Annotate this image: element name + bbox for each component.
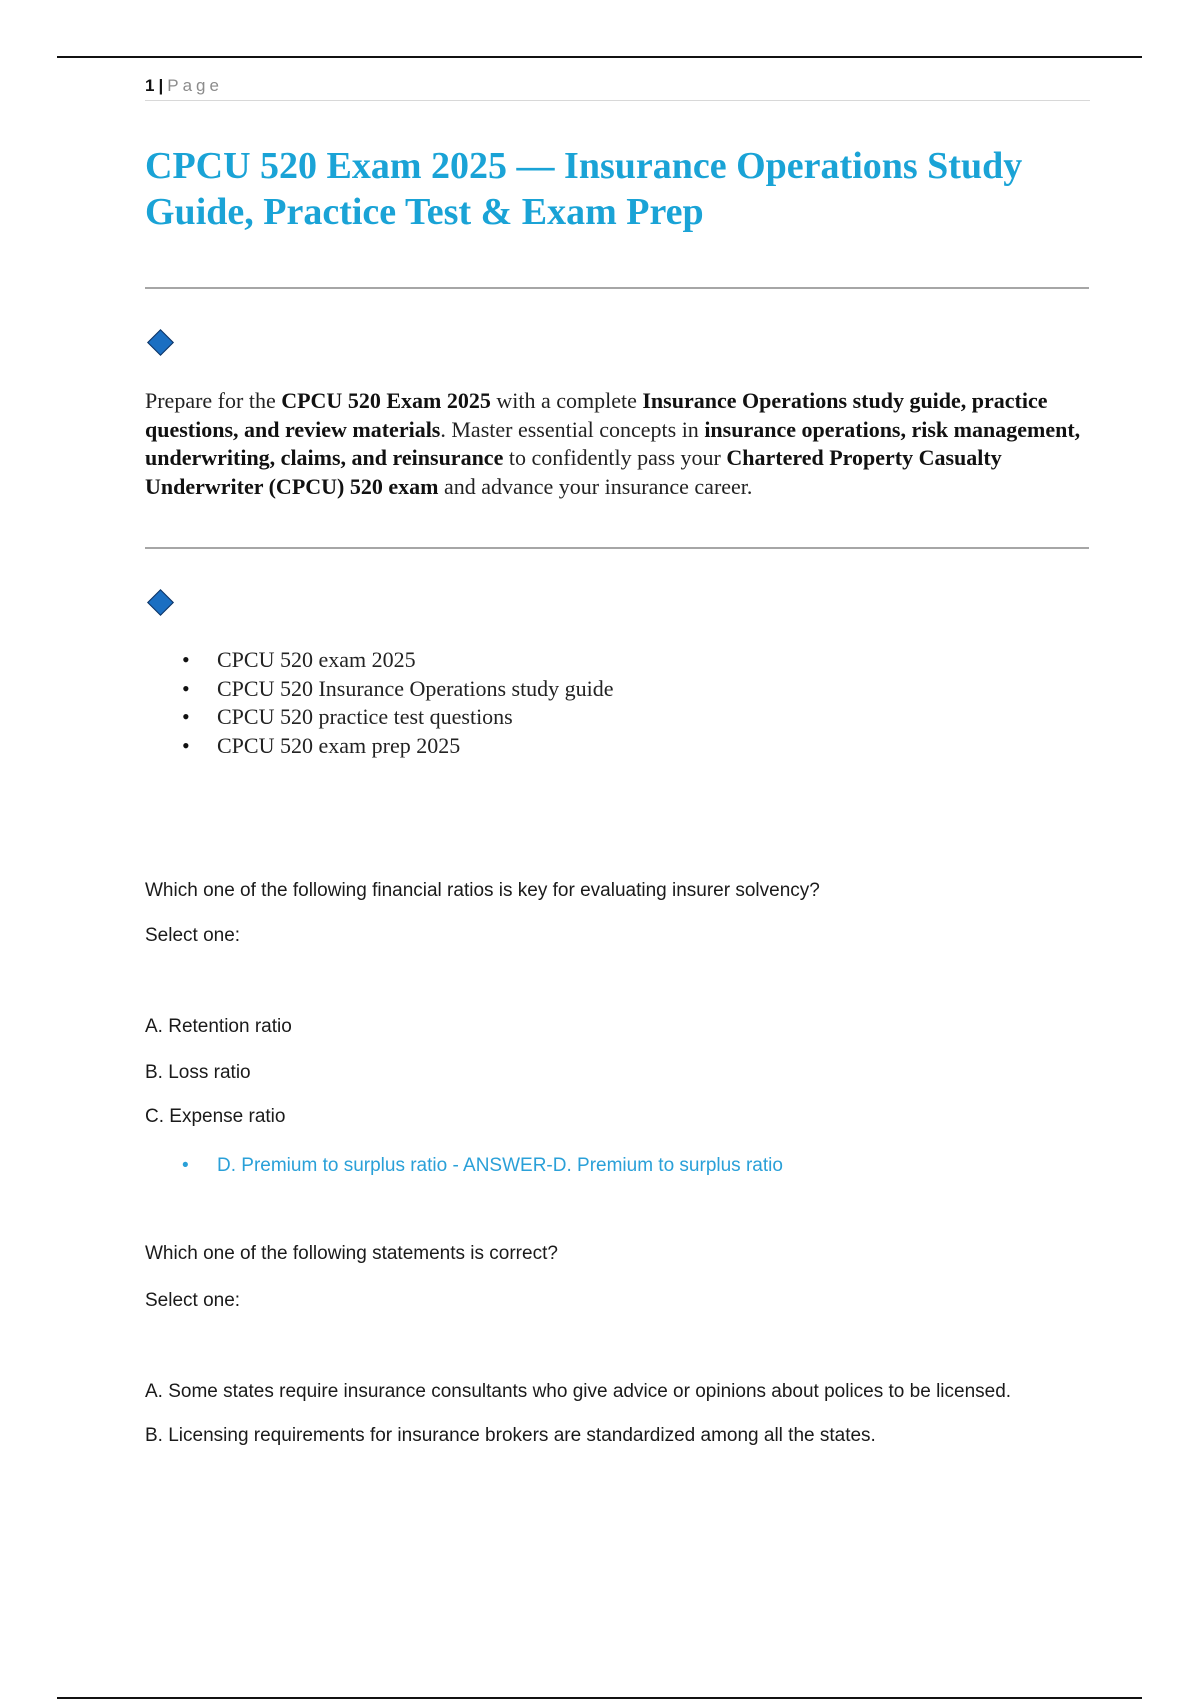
intro-bold: Insurance Operations study guide, practice questions, and review materials (145, 388, 1048, 442)
intro-bold: insurance operations, risk management, underwriting, claims, and reinsurance (145, 416, 1081, 470)
list-item: • CPCU 520 Insurance Operations study guide (145, 675, 614, 704)
page-header (145, 76, 1090, 101)
intro-bold: Chartered Property Casualty Underwriter (CPCU) 520 exam (145, 445, 1002, 499)
intro-text: to confidently pass your (503, 445, 727, 470)
intro-paragraph (145, 387, 1095, 501)
section-divider (145, 547, 1089, 549)
top-border-line (57, 56, 1142, 58)
page-separator: | (158, 76, 164, 95)
document-title: CPCU 520 Exam 2025 — Insurance Operations Study Guide, Practice Test & Exam Prep (145, 145, 1023, 233)
intro-text: . Master essential concepts in (440, 416, 705, 442)
option-b: B. Licensing requirements for insurance brokers are standardized among all the states. (145, 1425, 876, 1446)
intro-text: with a complete (490, 388, 643, 413)
diamond-bullet-icon (147, 329, 174, 356)
option-c: C. Expense ratio (145, 1106, 286, 1127)
page-label: Page (167, 76, 223, 95)
intro-bold: CPCU 520 Exam 2025 (281, 388, 491, 413)
select-one-label: Select one: (145, 925, 241, 946)
intro-text: Prepare for the (145, 388, 282, 413)
section-divider (145, 287, 1089, 289)
bottom-border-line (57, 1697, 1142, 1699)
list-item: • CPCU 520 practice test questions (145, 703, 614, 732)
list-item: • CPCU 520 exam prep 2025 (145, 732, 614, 761)
diamond-bullet-icon (147, 589, 174, 616)
option-a: A. Some states require insurance consultants who give advice or opinions about polices to be licensed. (145, 1381, 1012, 1402)
answer-option-d: • D. Premium to surplus ratio - ANSWER-D. Premium to surplus ratio (145, 1155, 783, 1177)
option-b: B. Loss ratio (145, 1062, 251, 1083)
intro-text: and advance your insurance career. (438, 473, 753, 499)
option-a: A. Retention ratio (145, 1016, 292, 1037)
question-prompt: Which one of the following financial ratios is key for evaluating insurer solvency? (145, 880, 820, 901)
select-one-label: Select one: (145, 1290, 241, 1311)
list-item: • CPCU 520 exam 2025 (145, 646, 614, 675)
page-number: 1 (145, 76, 155, 95)
question-prompt: Which one of the following statements is correct? (145, 1243, 558, 1264)
keyword-list (145, 646, 614, 760)
